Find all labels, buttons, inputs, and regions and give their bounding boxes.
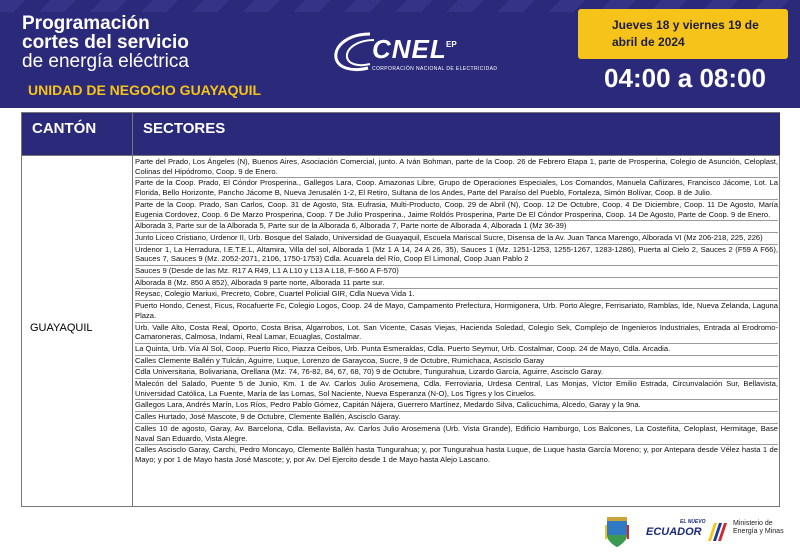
title-line-1: Programación [22, 13, 150, 34]
column-header-sectors: SECTORES [132, 113, 780, 155]
cnel-logo [330, 28, 498, 88]
canton-cell [22, 155, 132, 507]
ecuador-flag-bars-icon [706, 521, 728, 543]
sector-row: Calles Hurtado, José Mascote, 9 de Octubre, Clemente Ballén, Ascisclo Garay. [135, 412, 778, 424]
sector-row: Parte de la Coop. Prado, San Carlos, Coop. 31 de Agosto, Sta. Eufrasia, Multi-Producto, Coop. 29 de Abril (N), Coop. 12 De Octubre, Coop. 4 De Diciembre, Coop. 11 De Agosto, María Eugenia Cordovez, Coop. 6 De Marzo Prosperina, Coop. 7 De Julio Prosperina., Jaime Roldós Prosperina, Parte De El Cóndor Prosperina, Coop. 14 De Agosto, Parte de Coop. 9 de Enero. [135, 200, 778, 221]
title-line-3: de energía eléctrica [22, 51, 189, 72]
column-header-canton: CANTÓN [22, 113, 132, 155]
sector-row: Junto Liceo Cristiano, Urdenor II, Urb. Bosque del Salado, Universidad de Guayaquil, Escuela Mariscal Sucre, Disensa de la Av. Juan Tanca Marengo, Alborada VI (Mz 206-218, 225, 226) [135, 233, 778, 245]
sector-row: Reysac, Colegio Mariuxi, Precreto, Cobre, Cuartel Policial GIR, Cdla Nueva Vida 1. [135, 289, 778, 301]
ecuador-logo-name: ECUADOR [646, 526, 702, 538]
ministry-line-1: Ministerio de [733, 520, 773, 527]
sector-row: La Quinta, Urb. Vía Al Sol, Coop. Puerto Rico, Piazza Ceibos, Urb. Punta Esmeraldas, Cdla. Puerto Seymur, Urb. Costalmar, Coop. 24 de Mayo, Cdla. Arcadia. [135, 344, 778, 356]
sector-row: Malecón del Salado, Puente 5 de Junio, Km. 1 de Av. Carlos Julio Arosemena, Cdla. Ferroviaria, Urdesa Central, Las Monjas, Víctor Emilio Estrada, Circunvalación Sur, Bellavista, Universidad Católica, La Fuente, María de las Lomas, Sol Naciente, Nueva Esperanza (N-O), Los Tigres y los Ciruelos. [135, 379, 778, 400]
time-range: 04:00 a 08:00 [604, 63, 766, 93]
sector-row: Cdla Universitaria, Bolivariana, Orellana (Mz. 74, 76-82, 84, 67, 68, 70) 9 de Octubre, Tungurahua, Lizardo García, Aguirre, Ascisclo Garay. [135, 367, 778, 379]
sector-row: Calles Clemente Ballén y Tulcán, Aguirre, Luque, Lorenzo de Garaycoa, Sucre, 9 de Octubre, Rumichaca, Ascisclo Garay [135, 356, 778, 368]
sector-row: Calles Ascisclo Garay, Carchi, Pedro Moncayo, Clemente Ballén hasta Tungurahua; y, por Tungurahua hasta Luque, de Luque hasta García Moreno; y, por Antepara desde Vélez hasta 1 de Mayo; y por 1 de Mayo hasta José Mascote; y, por Av. Del Ejercito desde 1 de Mayo hasta Alejo Lascano. [135, 445, 778, 464]
sector-row: Gallegos Lara, Andrés Marín, Los Ríos, Pedro Pablo Gómez, Capitán Nájera, Guerrero Martínez, Medardo Silva, Calicuchima, Alcedo, Garay y la 9na. [135, 400, 778, 412]
date-box [578, 9, 788, 59]
cnel-logo-subtitle: CORPORACIÓN NACIONAL DE ELECTRICIDAD [372, 66, 498, 72]
business-unit: UNIDAD DE NEGOCIO GUAYAQUIL [28, 82, 262, 98]
sector-row: Sauces 9 (Desde de las Mz. R17 A R49, L1 A L10 y L13 A L18, F-560 A F-570) [135, 266, 778, 278]
sector-row: Puerto Hondo, Cenest, Ficus, Rocafuerte Fc, Colegio Logos, Coop. 24 de Mayo, Campamento Prefectura, Hormigonera, Urb. Porto Alegre, Ferrisariato, Ramblas, Ide, Nueva Zelanda, Laguna Plaza. [135, 301, 778, 322]
sector-row: Parte del Prado, Los Ángeles (N), Buenos Aires, Asociación Comercial, junto. A Iván Bohman, parte de la Coop. 26 de Febrero Etapa 1, parte de Prosperina, Colegio de Asunción, Celoplast, Colinas del Hipódromo, Coop. 9 de Enero. [135, 157, 778, 178]
sector-row: Urdenor 1, La Herradura, I.E.T.E.L, Altamira, Villa del sol, Alborada 1 (Mz 1 A 14, 24 A 26, 35), Sauces 1 (Mz. 1251-1253, 1255-1267, 1283-1286), Puerta al Cielo 2, Sauces 2 (F59 A F66), Sauces 7, Sauces 9 (Mz. 2052-2071, 2106, 1750-1753) Cdla. Acuarela del Río, Coop El Limonal, Coop Juan Pablo 2 [135, 245, 778, 266]
coat-of-arms-icon [604, 515, 630, 549]
sector-row: Parte de la Coop. Prado, El Cóndor Prosperina., Gallegos Lara, Coop. Amazonas Libre, Grupo de Operaciones Especiales, Los Comandos, Manuela Cañizares, Francisco Jácome, Lot. La Florida, Bello Horizonte, Pancho Jácome B, Nueva Jerusalén 1-2, El Retiro, Sultana de los Andes, Parte del Paraíso del Pueblo, Fortaleza, Simón Bolívar, Coop. 8 de Julio. [135, 178, 778, 199]
date-line-1: Jueves 18 y viernes 19 de [612, 18, 759, 32]
cnel-logo-text: CNEL [372, 34, 447, 64]
sector-row: Urb. Valle Alto, Costa Real, Oporto, Costa Brisa, Algarrobos, Lot. San Vicente, Casas Viejas, Hacienda Soledad, Colegio Sek, Complejo de Ingenieros Industriales, Entrada al Erodromo-Camaroneras, Calmosa, Indami, Real Lamar, Ecuaglas, Costalmar. [135, 323, 778, 344]
header-banner [0, 0, 800, 108]
sector-row: Calles 10 de agosto, Garay, Av. Barcelona, Cdla. Bellavista, Av. Carlos Julio Arosemena (Urb. Vista Grande), Edificio Hamburgo, Los Balcones, La Costeñita, Celoplast, Hermitage, Base Naval San Eduardo, Vista Alegre. [135, 424, 778, 445]
sector-row: Alborada 8 (Mz. 850 A 852), Alborada 9 parte norte, Alborada 11 parte sur. [135, 278, 778, 290]
date-line-2: abril de 2024 [612, 35, 685, 49]
title-line-2: cortes del servicio [22, 32, 189, 53]
ministry-label [733, 520, 797, 553]
cnel-logo-ep: EP [446, 40, 457, 49]
canton-name: GUAYAQUIL [30, 322, 93, 334]
ministry-line-2: Energía y Minas [733, 528, 784, 535]
sector-row: Alborada 3, Parte sur de la Alborada 5, Parte sur de la Alborada 6, Alborada 7, Parte norte de Alborada 4, Alborada 1 (Mz 36-39) [135, 221, 778, 233]
page-title [22, 14, 189, 71]
sectors-cell [132, 155, 780, 507]
outage-table [21, 112, 780, 507]
ecuador-logo-small: EL NUEVO [680, 519, 706, 525]
el-nuevo-ecuador-logo [640, 515, 730, 549]
